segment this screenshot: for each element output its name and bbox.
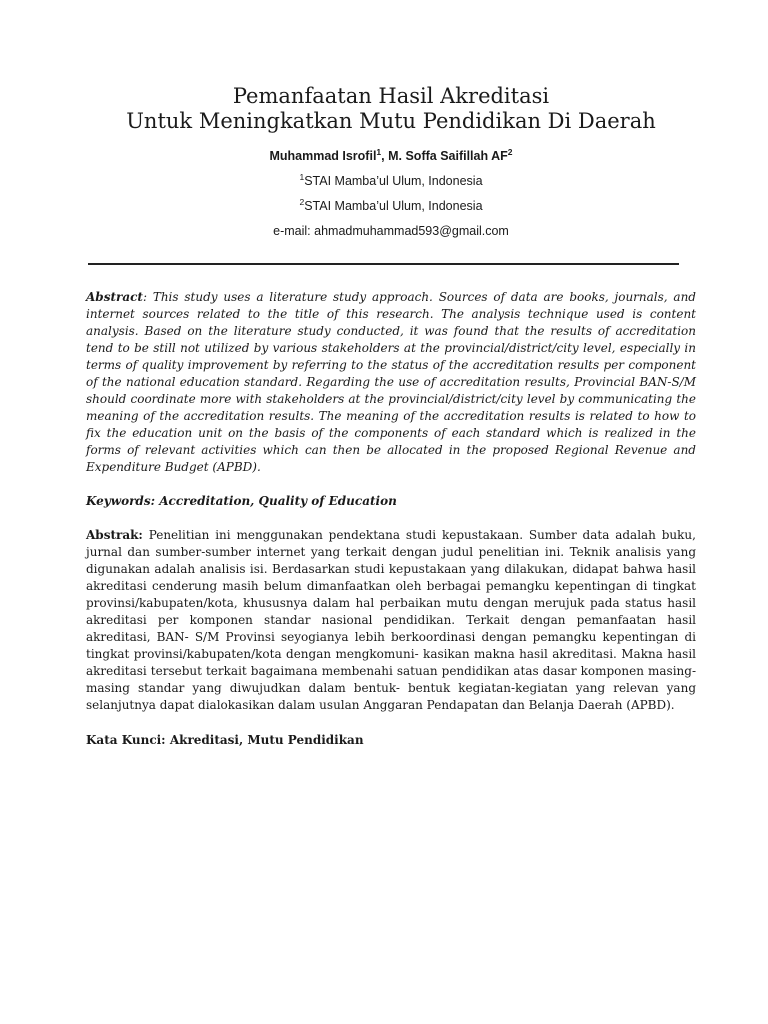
header-divider: [88, 263, 679, 265]
title-line-1: Pemanfaatan Hasil Akreditasi: [232, 84, 550, 108]
affiliation-text-1: STAI Mamba’ul Ulum, Indonesia: [304, 174, 483, 188]
affiliation-marker-1: 1: [299, 171, 305, 182]
affiliation-text-2: STAI Mamba’ul Ulum, Indonesia: [304, 199, 483, 213]
keywords-indonesian-text: Akreditasi, Mutu Pendidikan: [169, 732, 364, 747]
keywords-indonesian: [86, 732, 696, 749]
keywords-english-label: Keywords:: [86, 493, 156, 508]
abstract-indonesian-label: Abstrak:: [86, 527, 143, 542]
affiliation-1: [86, 169, 696, 194]
title-line-2: Untuk Meningkatkan Mutu Pendidikan Di Daerah: [126, 109, 656, 133]
abstract-english-colon: :: [142, 289, 147, 304]
author-affiliation-marker-2: 2: [507, 146, 513, 157]
author-name-2: M. Soffa Saifillah AF: [388, 149, 508, 163]
affiliation-marker-2: 2: [299, 196, 305, 207]
author-name-1: Muhammad Isrofil: [269, 149, 377, 163]
email-address: ahmadmuhammad593@gmail.com: [314, 224, 509, 238]
keywords-indonesian-label: Kata Kunci:: [86, 732, 166, 747]
abstract-english-text: This study uses a literature study approach. Sources of data are books, journals, and internet sources related to the title of this research. The analysis technique used is content analysis. Based on the literature study conducted, it was found that the results of accreditation tend to be still not utilized by various stakeholders at the provincial/district/city level, especially in terms of quality improvement by referring to the status of the accreditation results per component of the national education standard. Regarding the use of accreditation results, Provincial BAN-S/M should coordinate more with stakeholders at the provincial/district/city level by communicating the meaning of the accreditation results. The meaning of the accreditation results is related to how to fix the education unit on the basis of the components of each standard which is realized in the forms of relevant activities which can then be allocated in the proposed Regional Revenue and Expenditure Budget (APBD).: [86, 289, 696, 474]
author-list: [86, 144, 696, 169]
abstract-indonesian-text: Penelitian ini menggunakan pendektana studi kepustakaan. Sumber data adalah buku, jurnal dan sumber-sumber internet yang terkait dengan judul penelitian ini. Teknik analisis yang digunakan adalah analisis isi. Berdasarkan studi kepustakaan yang dilakukan, didapat bahwa hasil akreditasi cenderung masih belum dimanfaatkan oleh berbagai pemangku kepentingan di tingkat provinsi/kabupaten/kota, khususnya dalam hal perbaikan mutu dengan merujuk pada status hasil akreditasi per komponen standar nasional pendidikan. Terkait dengan pemanfaatan hasil akreditasi, BAN- S/M Provinsi seyogianya lebih berkoordinasi dengan pemangku kepentingan di tingkat provinsi/kabupaten/kota dengan mengkomuni- kasikan makna hasil akreditasi. Makna hasil akreditasi tersebut terkait bagaimana membenahi satuan pendidikan atas dasar komponen masing- masing standar yang diwujudkan dalam bentuk- bentuk kegiatan-kegiatan yang relevan yang selanjutnya dapat dialokasikan dalam usulan Anggaran Pendapatan dan Belanja Daerah (APBD).: [86, 527, 696, 712]
author-affiliation-marker-1: 1: [376, 146, 382, 157]
front-matter: [86, 84, 696, 244]
abstract-english-label: Abstract: [86, 289, 143, 304]
keywords-english-text: Accreditation, Quality of Education: [159, 493, 397, 508]
abstract-indonesian: [86, 527, 696, 714]
abstract-english: [86, 289, 696, 476]
email-label: e-mail:: [273, 224, 311, 238]
author-separator: ,: [381, 149, 389, 163]
keywords-english: [86, 493, 696, 510]
contact-email: [86, 219, 696, 244]
paper-title: [86, 84, 696, 134]
affiliation-2: [86, 194, 696, 219]
